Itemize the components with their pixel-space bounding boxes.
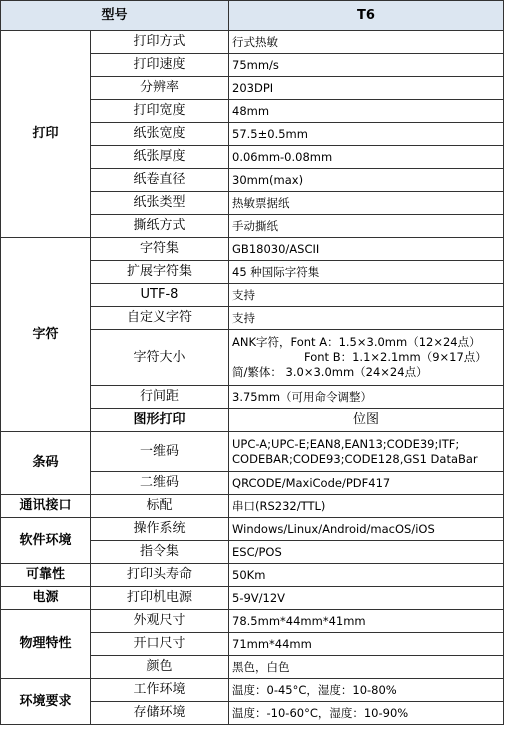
row-value: [229, 330, 504, 386]
row-label: 存储环境: [91, 702, 229, 725]
table-row: [1, 564, 504, 587]
row-label: 字符大小: [91, 330, 229, 386]
row-label: 纸张宽度: [91, 123, 229, 146]
row-label: 字符集: [91, 238, 229, 261]
table-row: [1, 610, 504, 633]
table-row: [1, 587, 504, 610]
group-print: 打印: [1, 31, 91, 238]
row-value: 串口(RS232/TTL): [229, 495, 504, 518]
row-value: 78.5mm*44mm*41mm: [229, 610, 504, 633]
char-size-line: Font B：1.1×2.1mm（9×17点）: [304, 350, 487, 364]
row-value: 黑色，白色: [229, 656, 504, 679]
group-comm: 通讯接口: [1, 495, 91, 518]
row-value: 57.5±0.5mm: [229, 123, 504, 146]
row-value: 203DPI: [229, 77, 504, 100]
row-value: 45 种国际字符集: [229, 261, 504, 284]
group-software: 软件环境: [1, 518, 91, 564]
row-label: 纸卷直径: [91, 169, 229, 192]
model-label: 型号: [1, 1, 229, 31]
row-label: 自定义字符: [91, 307, 229, 330]
row-value: ESC/POS: [229, 541, 504, 564]
row-label: 打印机电源: [91, 587, 229, 610]
table-row: [1, 432, 504, 472]
row-value: GB18030/ASCII: [229, 238, 504, 261]
row-value: [229, 432, 504, 472]
group-power: 电源: [1, 587, 91, 610]
row-label: 标配: [91, 495, 229, 518]
group-barcode: 条码: [1, 432, 91, 495]
row-label: 打印方式: [91, 31, 229, 54]
barcode-line: CODEBAR;CODE93;CODE128,GS1 DataBar: [232, 451, 478, 466]
row-label: 位图: [229, 409, 504, 432]
row-value: 3.75mm（可用命令调整）: [229, 386, 504, 409]
row-label: 纸张类型: [91, 192, 229, 215]
header-row: [1, 1, 504, 31]
row-value: 温度：0-45°C，湿度：10-80%: [229, 679, 504, 702]
row-value: 热敏票据纸: [229, 192, 504, 215]
row-value: 支持: [229, 284, 504, 307]
row-value: 30mm(max): [229, 169, 504, 192]
row-label: 开口尺寸: [91, 633, 229, 656]
row-label: 操作系统: [91, 518, 229, 541]
group-physical: 物理特性: [1, 610, 91, 679]
group-graphics: 图形打印: [91, 409, 229, 432]
group-chars: 字符: [1, 238, 91, 432]
group-reliability: 可靠性: [1, 564, 91, 587]
barcode-line: UPC-A;UPC-E;EAN8,EAN13;CODE39;ITF;: [232, 436, 460, 451]
row-value: Windows/Linux/Android/macOS/iOS: [229, 518, 504, 541]
char-size-line: ANK字符，Font A：1.5×3.0mm（12×24点）: [232, 335, 481, 349]
row-label: 颜色: [91, 656, 229, 679]
row-value: 50Km: [229, 564, 504, 587]
row-label: 打印宽度: [91, 100, 229, 123]
row-value: 支持: [229, 307, 504, 330]
row-label: 二维码: [91, 472, 229, 495]
row-label: 撕纸方式: [91, 215, 229, 238]
model-value: T6: [229, 1, 504, 31]
table-row: [1, 679, 504, 702]
row-value: QRCODE/MaxiCode/PDF417: [229, 472, 504, 495]
row-value: 5-9V/12V: [229, 587, 504, 610]
table-row: [1, 238, 504, 261]
row-value: 行式热敏: [229, 31, 504, 54]
row-value: 温度：-10-60°C，湿度：10-90%: [229, 702, 504, 725]
row-label: 指令集: [91, 541, 229, 564]
row-label: 工作环境: [91, 679, 229, 702]
row-label: 纸张厚度: [91, 146, 229, 169]
table-row: [1, 495, 504, 518]
row-label: 打印速度: [91, 54, 229, 77]
row-value: 75mm/s: [229, 54, 504, 77]
row-label: 打印头寿命: [91, 564, 229, 587]
group-environment: 环境要求: [1, 679, 91, 725]
char-size-line: 简/繁体： 3.0×3.0mm（24×24点）: [232, 365, 428, 379]
row-label: 一维码: [91, 432, 229, 472]
row-value: 71mm*44mm: [229, 633, 504, 656]
row-label: 行间距: [91, 386, 229, 409]
row-value: 手动撕纸: [229, 215, 504, 238]
row-label: 外观尺寸: [91, 610, 229, 633]
row-label: UTF-8: [91, 284, 229, 307]
row-value: 48mm: [229, 100, 504, 123]
table-row: [1, 31, 504, 54]
row-label: 分辨率: [91, 77, 229, 100]
row-value: 0.06mm-0.08mm: [229, 146, 504, 169]
row-label: 扩展字符集: [91, 261, 229, 284]
table-row: [1, 518, 504, 541]
